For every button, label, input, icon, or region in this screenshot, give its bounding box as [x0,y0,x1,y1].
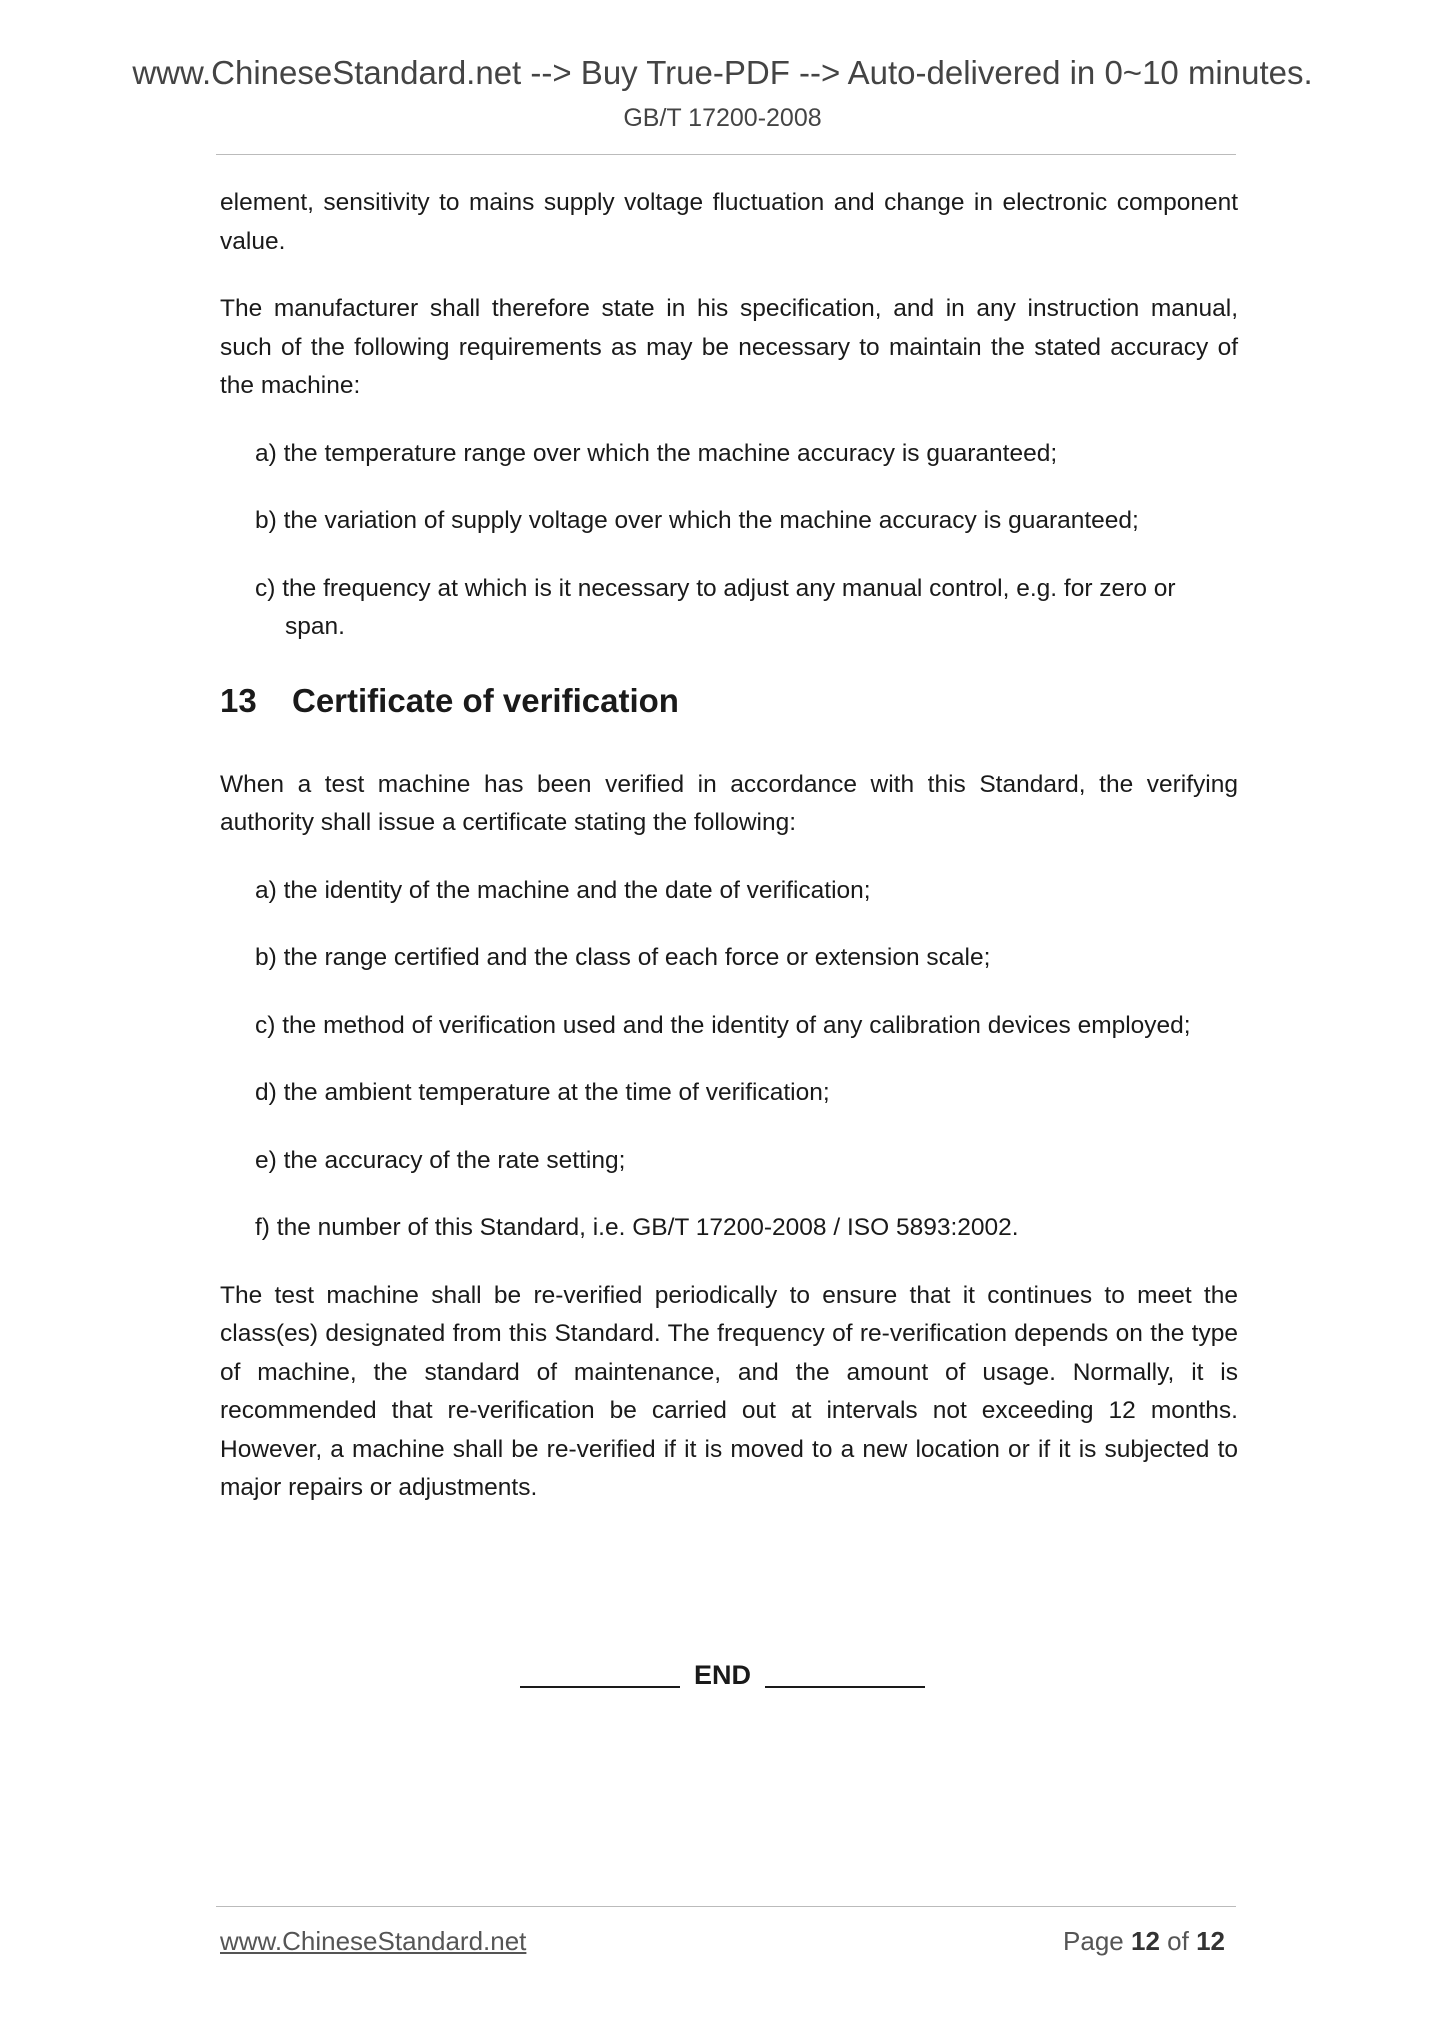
end-marker [0,1662,1445,1689]
list-item: b) the range certified and the class of each force or extension scale; [255,944,991,971]
header-banner: www.ChineseStandard.net --> Buy True-PDF --> Auto-delivered in 0~10 minutes. [132,54,1313,91]
paragraph-certificate-intro: When a test machine has been verified in accordance with this Standard, the verifying authority shall issue a certificate stating the following: [220,770,1238,836]
page-total: 12 [1196,1926,1225,1956]
list-item: d) the ambient temperature at the time of verification; [255,1079,830,1106]
list-item: a) the identity of the machine and the date of verification; [255,876,871,904]
certificate-items-list [220,872,1238,1248]
requirements-list [220,435,1238,647]
page-current: 12 [1131,1926,1160,1956]
section-heading [220,682,1238,720]
list-item: f) the number of this Standard, i.e. GB/T 17200-2008 / ISO 5893:2002. [255,1214,1019,1241]
page-word: Page [1063,1926,1124,1956]
footer-site-link[interactable]: www.ChineseStandard.net [220,1926,527,1956]
page-number [1063,1928,1225,1954]
footer-divider [216,1906,1236,1907]
list-item: b) the variation of supply voltage over which the machine accuracy is guaranteed; [255,507,1139,534]
end-label: END [693,1660,751,1690]
paragraph-manufacturer: The manufacturer shall therefore state in his specification, and in any instruction manual, such of the following requirements as may be necessary to maintain the stated accuracy of the machine: [220,295,1238,399]
list-item: e) the accuracy of the rate setting; [255,1146,626,1174]
paragraph-continuation: element, sensitivity to mains supply voltage fluctuation and change in electronic component value. [220,189,1238,255]
section-number: 13 [220,681,257,719]
document-body [220,184,1238,1537]
header-divider [216,154,1236,155]
list-item: c) the frequency at which is it necessary to adjust any manual control, e.g. for zero or span. [255,574,1176,640]
header-standard-id: GB/T 17200-2008 [623,104,822,132]
list-item: a) the temperature range over which the machine accuracy is guaranteed; [255,439,1058,467]
list-item: c) the method of verification used and the identity of any calibration devices employed; [255,1011,1191,1039]
page-of: of [1167,1926,1189,1956]
end-rule-left [520,1686,680,1688]
paragraph-reverification: The test machine shall be re-verified periodically to ensure that it continues to meet the class(es) designated from this Standard. The frequency of re-verification depends on the type of machine, the standard of maintenance, and the amount of usage. Normally, it is recommended that re-verification be carried out at intervals not exceeding 12 months. However, a machine shall be re-verified if it is moved to a new location or if it is subjected to major repairs or adjustments. [220,1281,1238,1501]
end-rule-right [765,1686,925,1688]
section-title: Certificate of verification [292,681,679,719]
